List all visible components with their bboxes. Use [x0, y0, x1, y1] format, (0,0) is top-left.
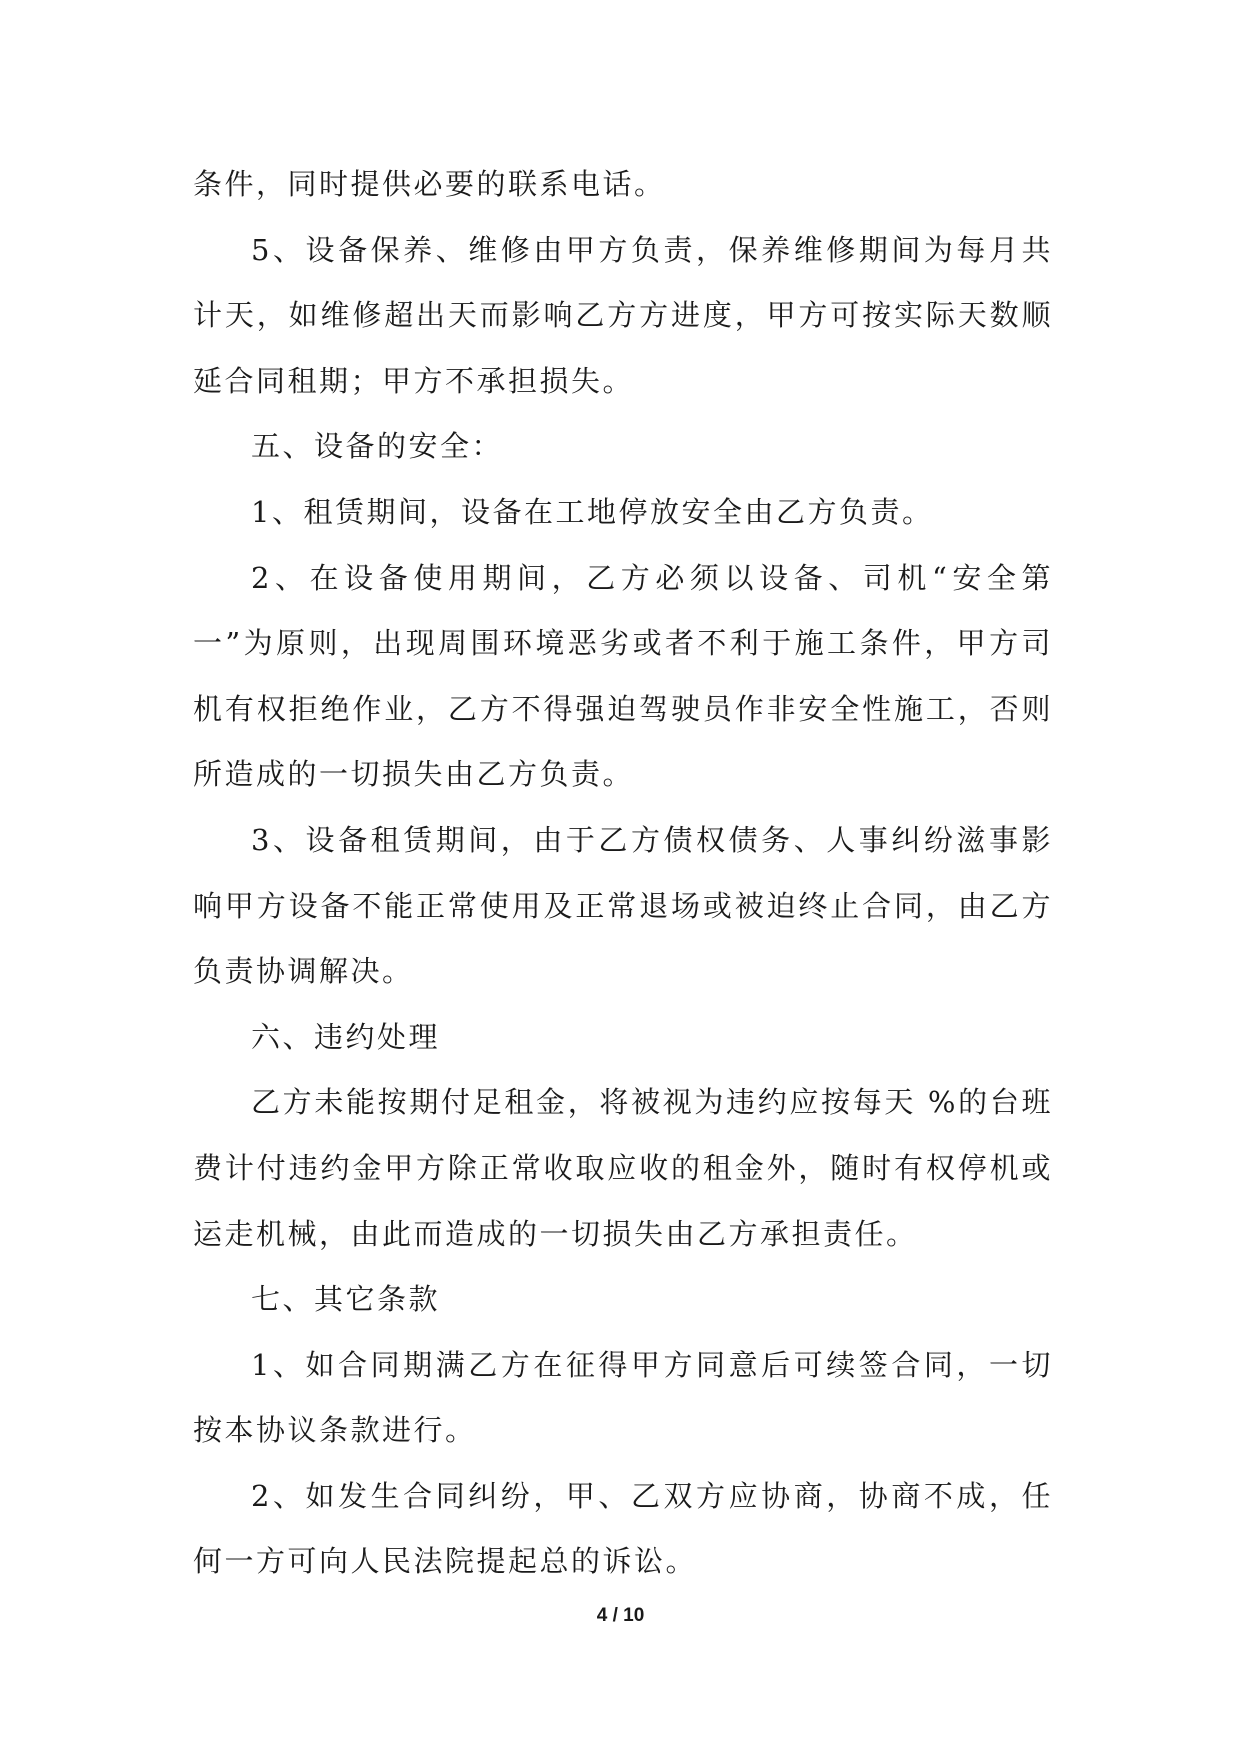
paragraph-clause-4-5: 5、设备保养、维修由甲方负责，保养维修期间为每月共计天，如维修超出天而影响乙方方进度，甲方可按实际天数顺延合同租期；甲方不承担损失。 [193, 232, 1053, 398]
paragraph-clause-5-1: 1、租赁期间，设备在工地停放安全由乙方负责。 [251, 494, 934, 529]
page-number: 4 / 10 [596, 1605, 645, 1626]
paragraph-clause-7-2: 2、如发生合同纠纷，甲、乙双方应协商，协商不成，任何一方可向人民法院提起总的诉讼。 [193, 1478, 1053, 1579]
paragraph-clause-5-3: 3、设备租赁期间，由于乙方债权债务、人事纠纷滋事影响甲方设备不能正常使用及正常退场或被迫终止合同，由乙方负责协调解决。 [193, 822, 1053, 989]
document-body [193, 152, 1053, 1595]
section-heading-7: 七、其它条款 [251, 1282, 441, 1317]
paragraph-clause-6: 乙方未能按期付足租金，将被视为违约应按每天 %的台班费计付违约金甲方除正常收取应收的租金外，随时有权停机或运走机械，由此而造成的一切损失由乙方承担责任。 [193, 1085, 1053, 1251]
section-heading-6: 六、违约处理 [251, 1019, 441, 1054]
paragraph-clause-5-2: 2、在设备使用期间，乙方必须以设备、司机“安全第一”为原则，出现周围环境恶劣或者不利于施工条件，甲方司机有权拒绝作业，乙方不得强迫驾驶员作非安全性施工，否则所造成的一切损失由乙方负责。 [193, 560, 1053, 792]
paragraph-clause-7-1: 1、如合同期满乙方在征得甲方同意后可续签合同，一切按本协议条款进行。 [193, 1347, 1053, 1448]
section-heading-5: 五、设备的安全： [251, 429, 504, 464]
paragraph-continuation: 条件，同时提供必要的联系电话。 [193, 167, 666, 201]
